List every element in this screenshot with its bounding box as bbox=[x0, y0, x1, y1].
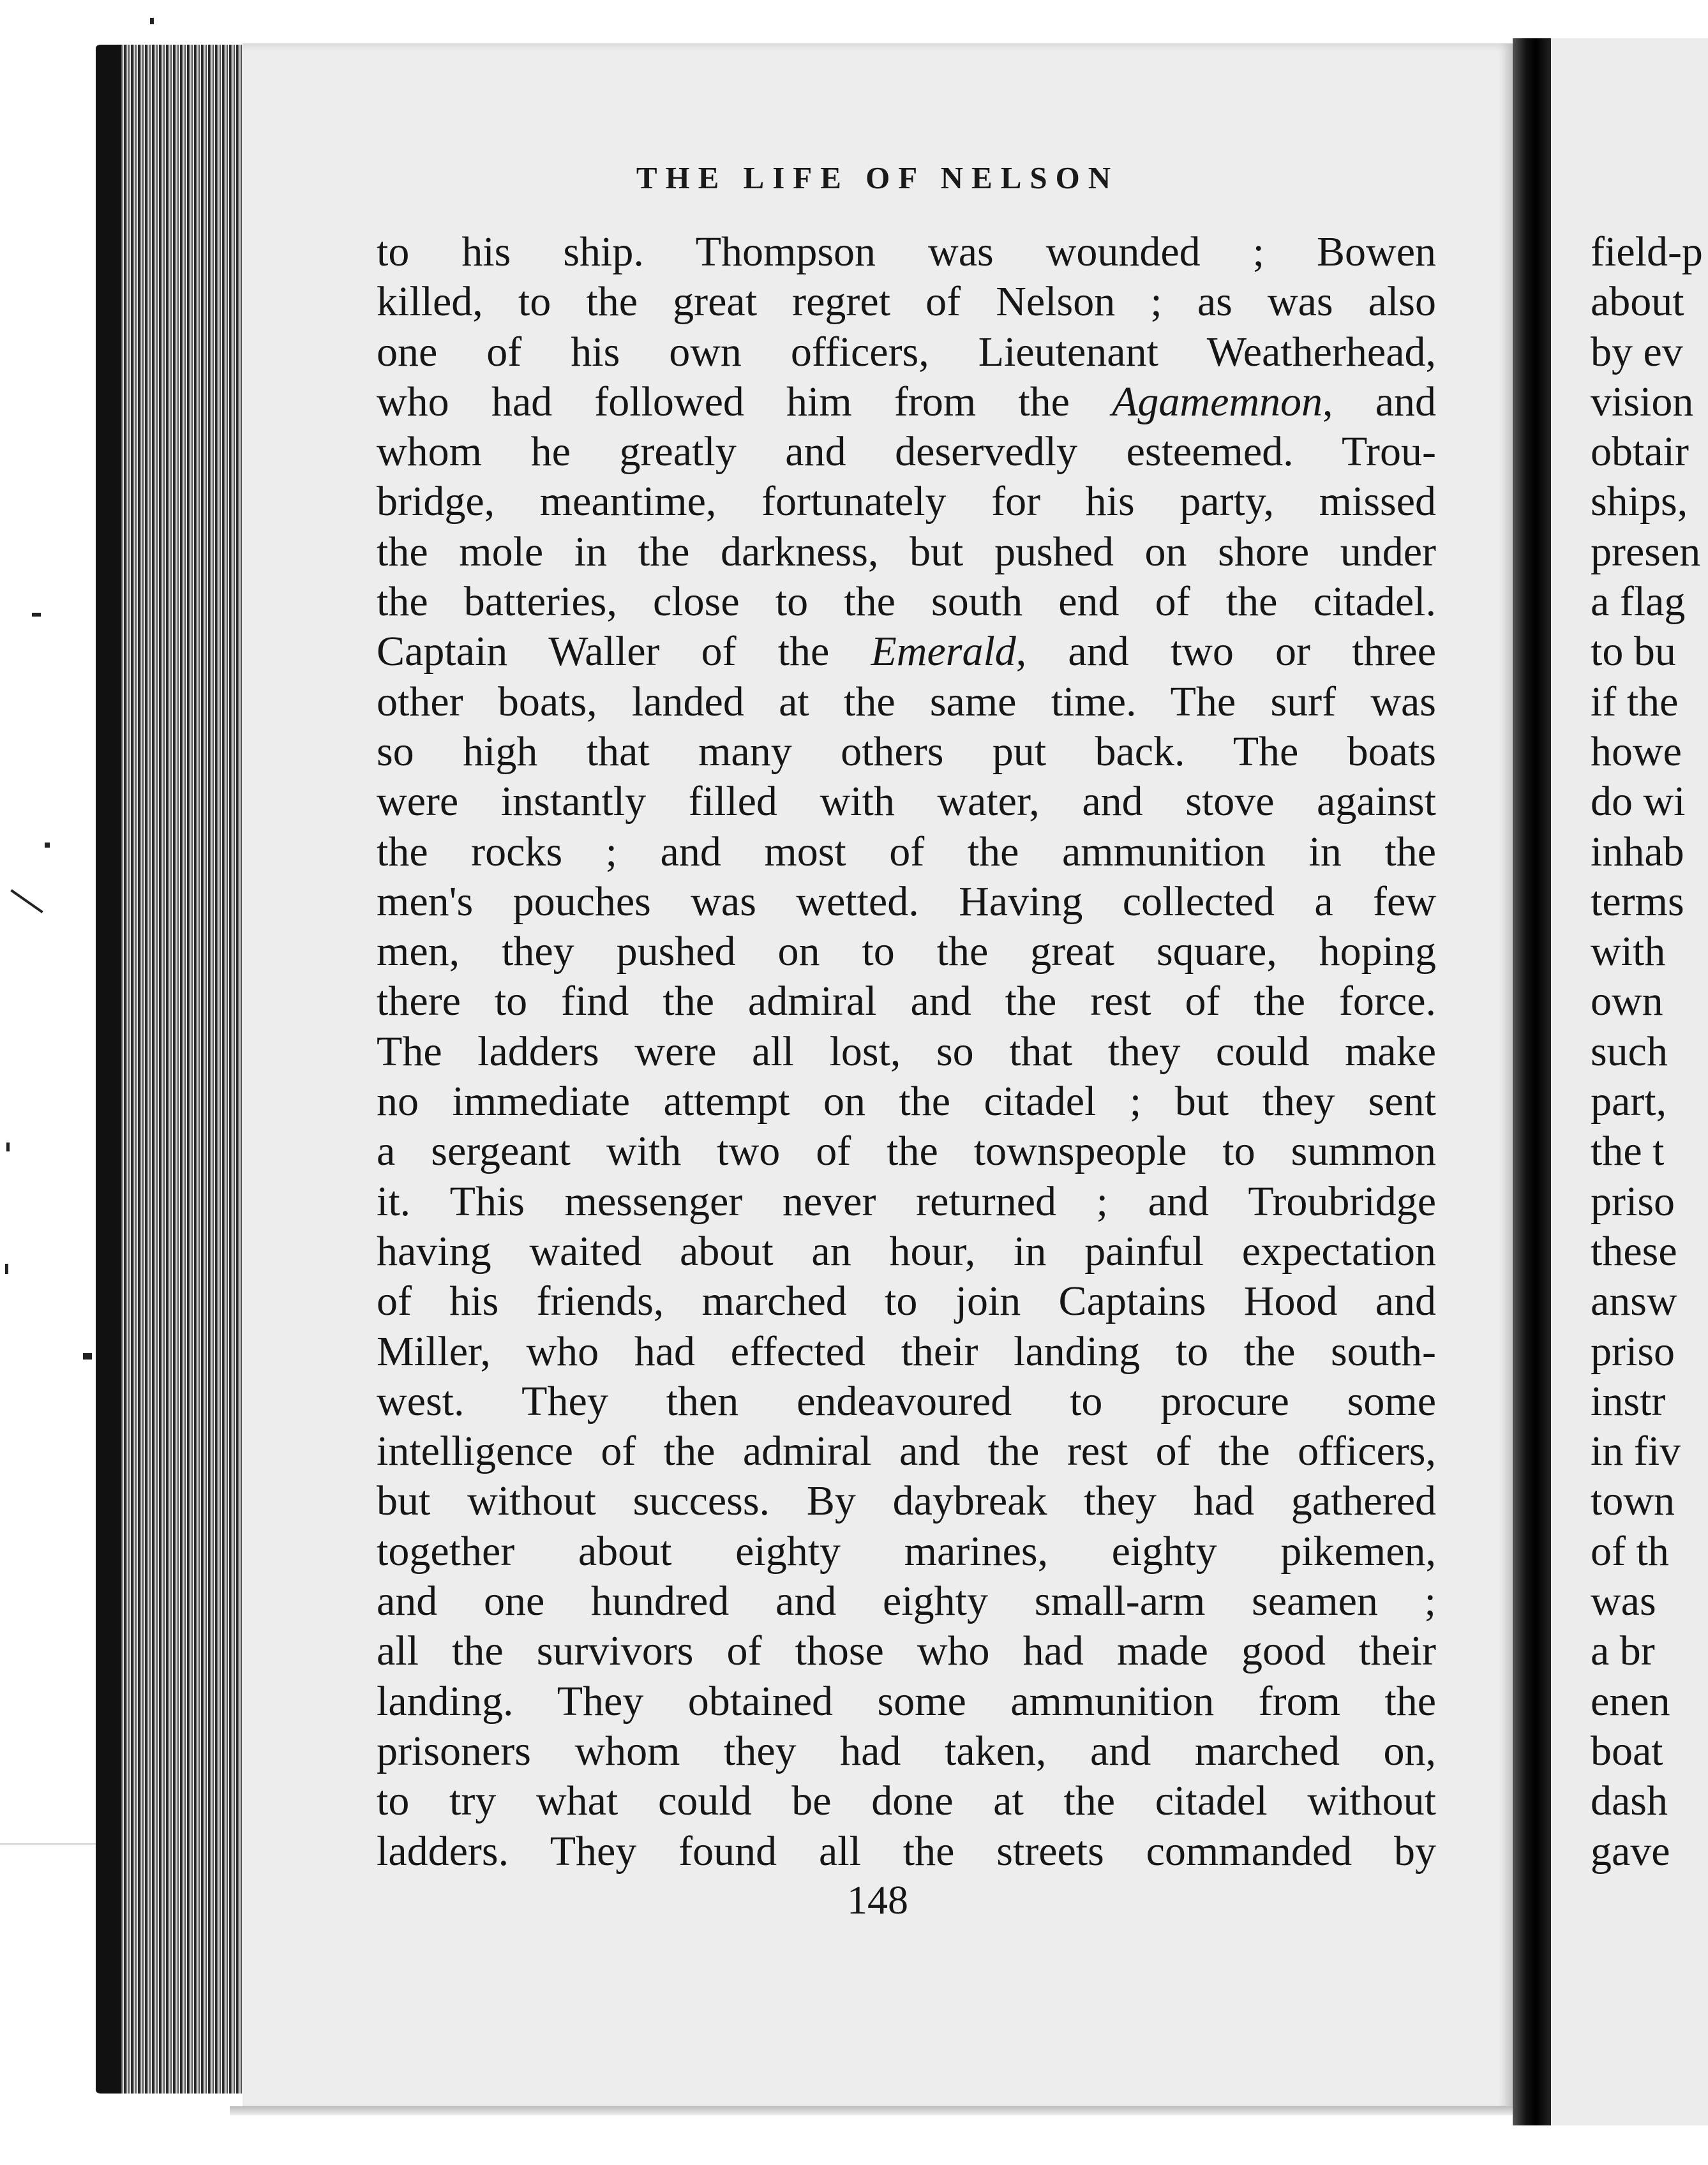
facing-text-line: priso bbox=[1591, 1178, 1675, 1225]
facing-page-text bbox=[1591, 227, 1708, 1877]
text-line: it. This messenger never returned ; and Troubridge bbox=[377, 1178, 1436, 1225]
scan-mark bbox=[32, 613, 41, 617]
text-line: The ladders were all lost, so that they could make bbox=[377, 1028, 1436, 1075]
facing-text-line: of th bbox=[1591, 1527, 1669, 1575]
facing-text-line: to bu bbox=[1591, 628, 1676, 675]
facing-text-line: dash bbox=[1591, 1778, 1668, 1825]
text-line: prisoners whom they had taken, and marched on, bbox=[377, 1727, 1436, 1774]
text-line: the rocks ; and most of the ammunition in the bbox=[377, 828, 1436, 875]
facing-text-line: was bbox=[1591, 1578, 1656, 1625]
facing-text-line: instr bbox=[1591, 1377, 1666, 1425]
facing-text-line: own bbox=[1591, 978, 1663, 1025]
book-spine bbox=[1513, 38, 1551, 2125]
page-bottom-edge bbox=[230, 2106, 1513, 2115]
facing-text-line: vision bbox=[1591, 378, 1694, 425]
facing-text-line: gave bbox=[1591, 1827, 1670, 1875]
text-line: having waited about an hour, in painful expectation bbox=[377, 1227, 1436, 1275]
facing-text-line: presen bbox=[1591, 528, 1701, 575]
scan-mark bbox=[5, 1264, 8, 1274]
facing-text-line: a br bbox=[1591, 1628, 1655, 1675]
text-line: whom he greatly and deservedly esteemed. Trou- bbox=[377, 428, 1436, 476]
facing-text-line: inhab bbox=[1591, 828, 1684, 875]
facing-text-line: do wi bbox=[1591, 778, 1686, 825]
text-line: so high that many others put back. The boats bbox=[377, 728, 1436, 775]
body-text bbox=[377, 227, 1436, 1877]
facing-text-line: with bbox=[1591, 928, 1666, 975]
facing-text-line: town bbox=[1591, 1478, 1675, 1525]
scan-mark bbox=[45, 843, 50, 848]
text-line: bridge, meantime, fortunately for his party, missed bbox=[377, 478, 1436, 525]
facing-text-line: answ bbox=[1591, 1278, 1677, 1325]
text-line: but without success. By daybreak they had gathered bbox=[377, 1478, 1436, 1525]
facing-text-line: such bbox=[1591, 1028, 1668, 1075]
facing-text-line: obtair bbox=[1591, 428, 1689, 476]
text-line: Captain Waller of the Emerald, and two or three bbox=[377, 628, 1436, 675]
facing-text-line: the t bbox=[1591, 1128, 1665, 1175]
text-line: to his ship. Thompson was wounded ; Bowen bbox=[377, 228, 1436, 275]
scan-mark bbox=[83, 1353, 92, 1360]
facing-text-line: if the bbox=[1591, 678, 1679, 725]
facing-text-line: terms bbox=[1591, 878, 1684, 925]
text-line: men's pouches was wetted. Having collected a few bbox=[377, 878, 1436, 925]
text-line: one of his own officers, Lieutenant Weatherhead, bbox=[377, 328, 1436, 375]
text-line: landing. They obtained some ammunition from the bbox=[377, 1677, 1436, 1725]
facing-text-line: about bbox=[1591, 278, 1684, 326]
book-edge-shadow bbox=[96, 45, 121, 2094]
text-line: killed, to the great regret of Nelson ; as was also bbox=[377, 278, 1436, 326]
facing-text-line: in fiv bbox=[1591, 1428, 1681, 1475]
text-line: who had followed him from the Agamemnon, and bbox=[377, 378, 1436, 425]
text-line: together about eighty marines, eighty pikemen, bbox=[377, 1527, 1436, 1575]
scan-mark bbox=[10, 889, 43, 913]
facing-text-line: enen bbox=[1591, 1677, 1670, 1725]
text-line: ladders. They found all the streets commanded by bbox=[377, 1827, 1436, 1875]
text-line: all the survivors of those who had made good their bbox=[377, 1628, 1436, 1675]
facing-text-line: these bbox=[1591, 1227, 1677, 1275]
page-number: 148 bbox=[847, 1877, 908, 1922]
facing-text-line: field-p bbox=[1591, 228, 1703, 275]
facing-text-line: part, bbox=[1591, 1078, 1667, 1125]
text-line: west. They then endeavoured to procure some bbox=[377, 1377, 1436, 1425]
facing-text-line: ships, bbox=[1591, 478, 1688, 525]
text-line: to try what could be done at the citadel without bbox=[377, 1778, 1436, 1825]
text-line: and one hundred and eighty small-arm seamen ; bbox=[377, 1578, 1436, 1625]
text-line: intelligence of the admiral and the rest of the officers, bbox=[377, 1428, 1436, 1475]
text-line: Miller, who had effected their landing to the south- bbox=[377, 1328, 1436, 1375]
text-line: there to find the admiral and the rest of the force. bbox=[377, 978, 1436, 1025]
facing-text-line: boat bbox=[1591, 1727, 1663, 1774]
text-line: men, they pushed on to the great square, hoping bbox=[377, 928, 1436, 975]
facing-text-line: howe bbox=[1591, 728, 1682, 775]
facing-text-line: a flag bbox=[1591, 578, 1686, 626]
text-line: other boats, landed at the same time. The surf was bbox=[377, 678, 1436, 725]
scan-mark bbox=[6, 1142, 10, 1151]
running-head: THE LIFE OF NELSON bbox=[636, 160, 1120, 195]
facing-text-line: by ev bbox=[1591, 328, 1683, 375]
facing-text-line: priso bbox=[1591, 1328, 1675, 1375]
text-line: no immediate attempt on the citadel ; but they sent bbox=[377, 1078, 1436, 1125]
text-line: a sergeant with two of the townspeople to summon bbox=[377, 1128, 1436, 1175]
text-line: of his friends, marched to join Captains Hood and bbox=[377, 1278, 1436, 1325]
text-line: the mole in the darkness, but pushed on shore under bbox=[377, 528, 1436, 575]
scan-mark bbox=[150, 18, 154, 24]
text-line: the batteries, close to the south end of the citadel. bbox=[377, 578, 1436, 626]
text-line: were instantly filled with water, and stove against bbox=[377, 778, 1436, 825]
